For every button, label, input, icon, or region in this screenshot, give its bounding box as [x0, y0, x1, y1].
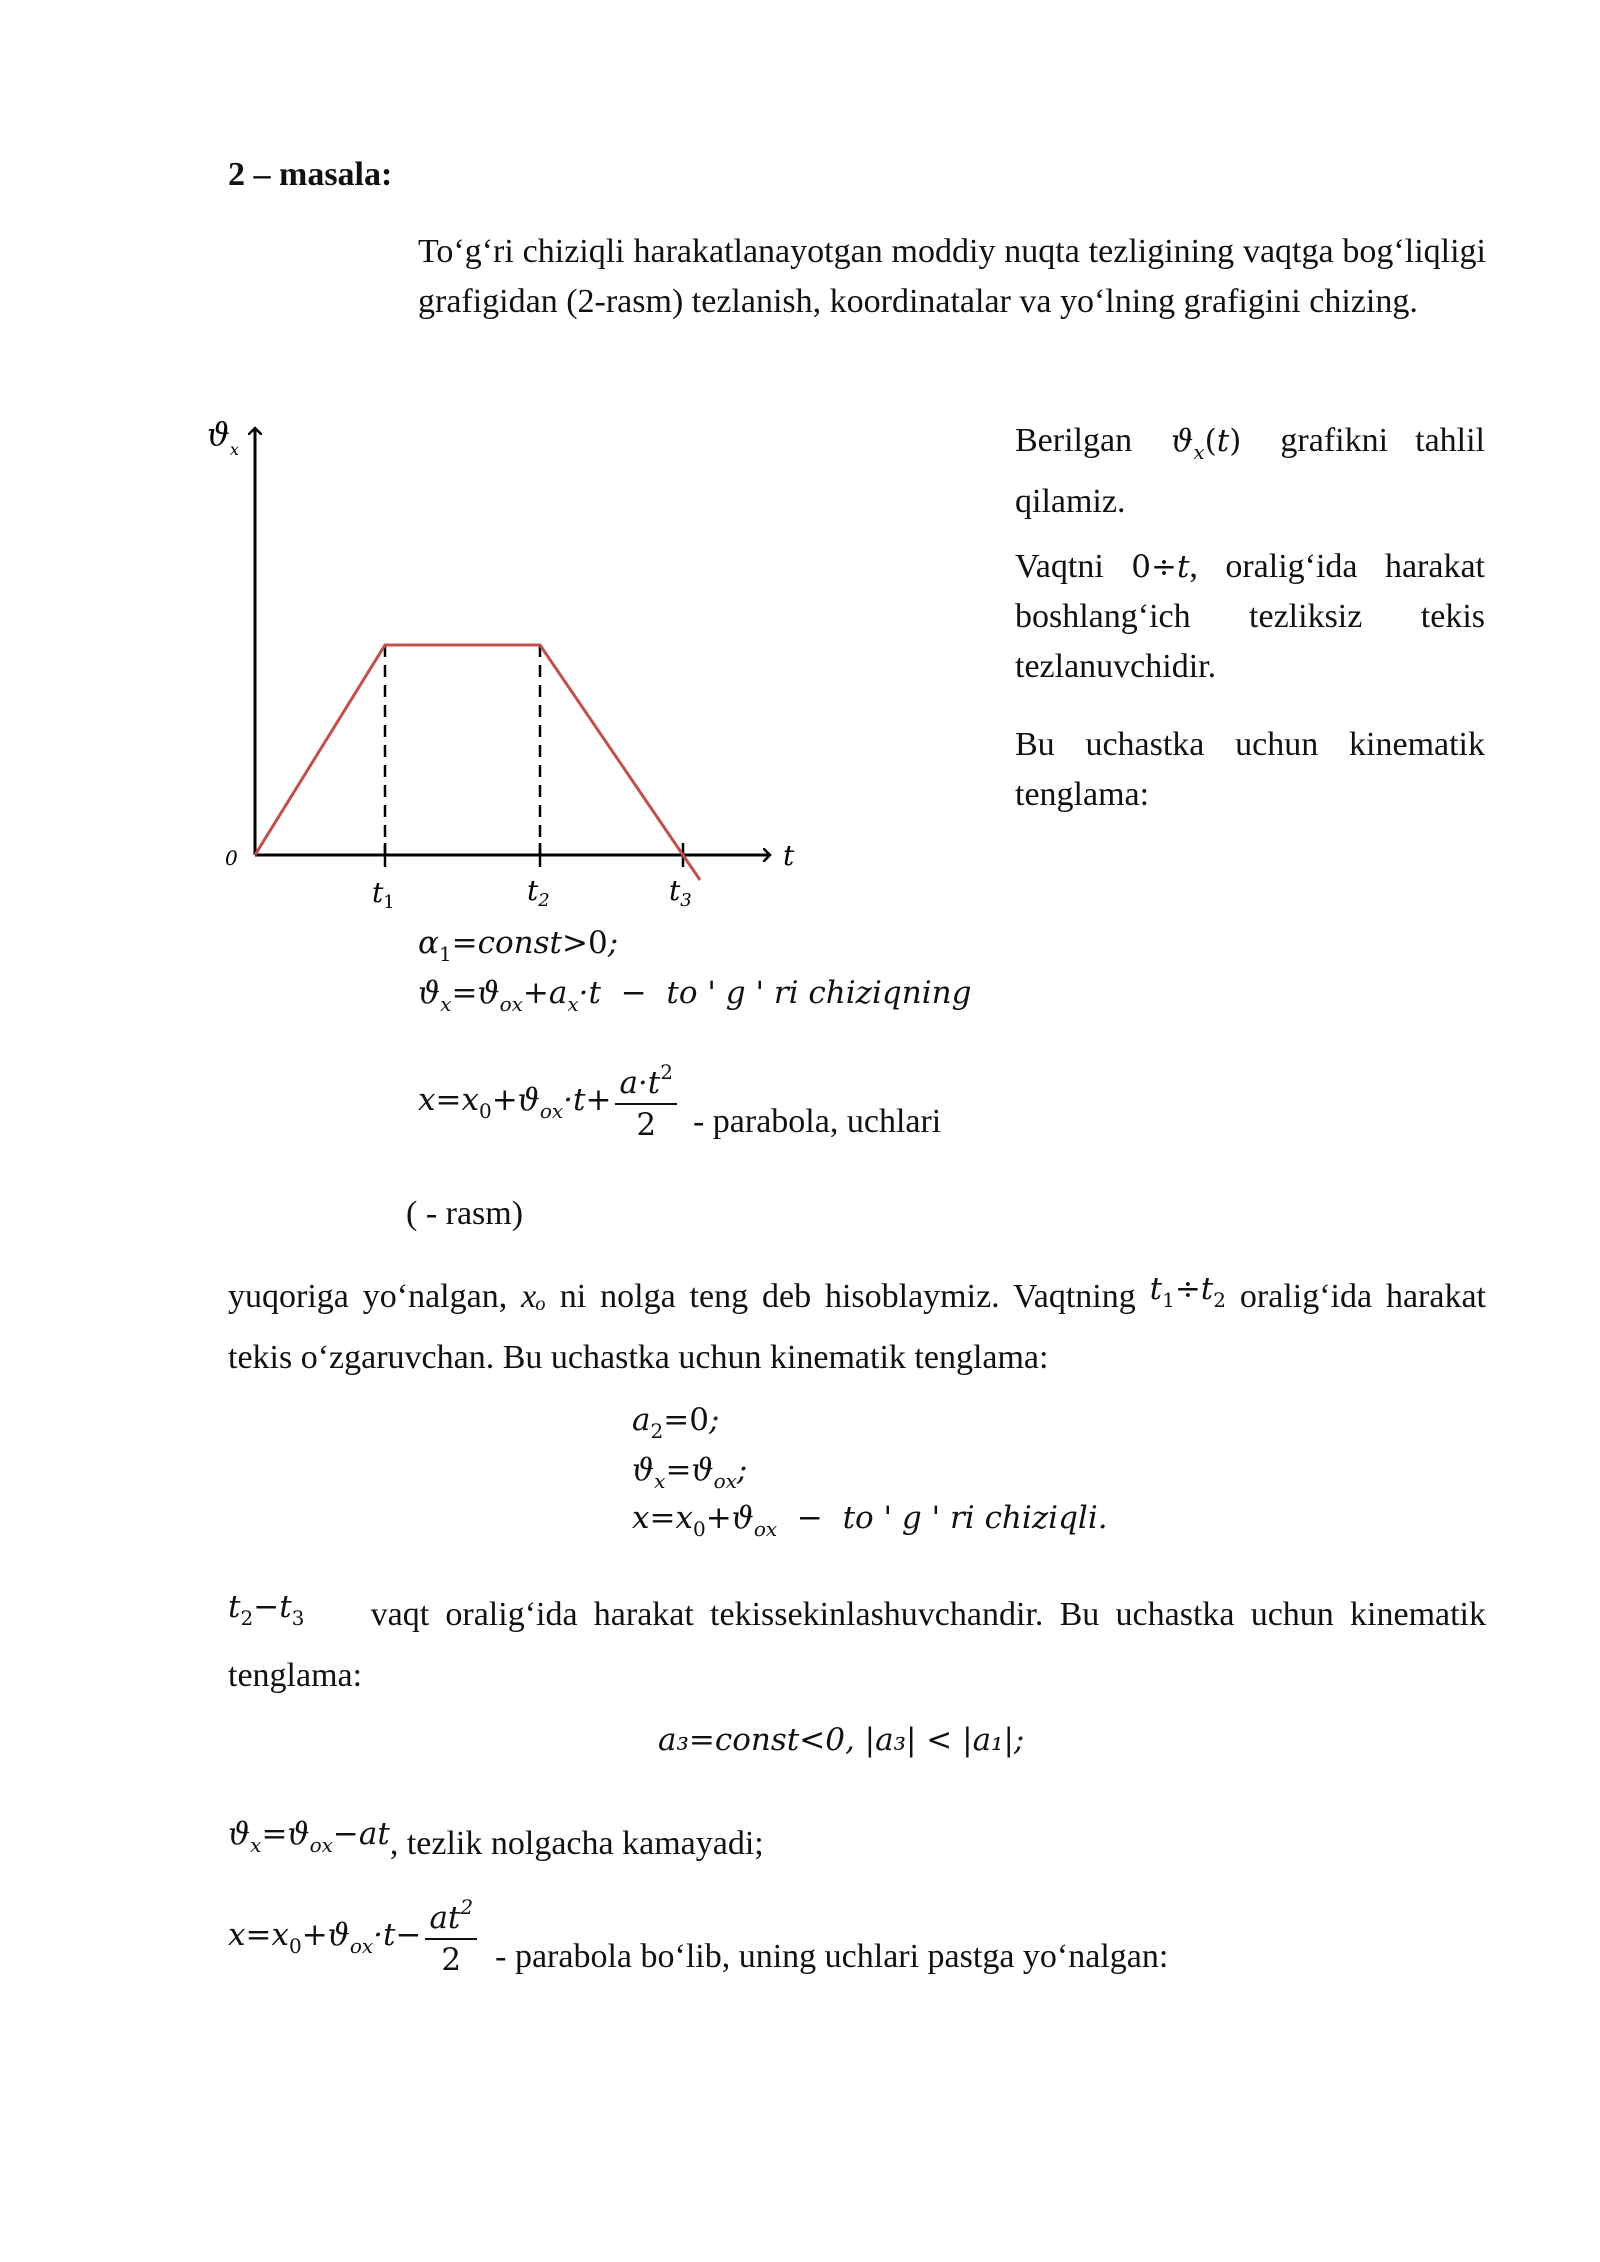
right-paragraph-1: Berilgan $ϑ_x(t)$ grafikni tahlil qilamiz. — [1015, 422, 1485, 520]
right-paragraph-3: Bu uchastka uchun kinematik tenglama: — [1015, 726, 1485, 813]
eq2-line2: $ϑ_x=ϑ_{ox}$; — [632, 1452, 748, 1493]
interval-0-t-formula: 0÷t — [1131, 549, 1190, 585]
eq3-line1: a₃=const<0, |a₃| < |a₁|; — [658, 1722, 1025, 1758]
origin-label: 0 — [225, 846, 238, 870]
rasm-caption: ( - rasm) — [406, 1195, 524, 1232]
eq1-line3: $x=x_0+ϑ_{ox}\cdot t+$ $\frac{a\cdot t^2}{2}$ - parabola, uchlari — [418, 1060, 942, 1143]
y-axis-label: $ϑ_x$ — [207, 415, 239, 459]
eq2-line3: $x=x_0+ϑ_{ox}$ − to ' g ' ri chiziqli. — [632, 1500, 1108, 1541]
velocity-line — [255, 645, 700, 880]
t2-t3-paragraph: $t_2-t_3$ vaqt oralig‘ida harakat tekissekinlashuvchandir. Bu uchastka uchun kinematik tenglama: — [228, 1589, 1486, 1694]
eq1-line2: $ϑ_x=ϑ_{ox}+a_x\cdot t$ − to ' g ' ri chiziqning — [418, 975, 972, 1016]
page-heading: 2 – masala: — [228, 156, 393, 193]
tick-label-t3: $t_3$ — [669, 874, 692, 911]
eq1-line1: $\alpha_1=const>0$; — [418, 925, 619, 966]
right-paragraph-2: Vaqtni 0÷t, oralig‘ida harakat boshlang‘ich tezliksiz tekis tezlanuvchidir. — [1015, 548, 1485, 685]
interval-t1-t2-formula: $t_1\div t_2$ — [1149, 1271, 1226, 1312]
middle-paragraph: yuqoriga yo‘nalgan, xₒ ni nolga teng deb hisoblaymiz. Vaqtning $t_1\div t_2$ oralig‘ida harakat tekis o‘zgaruvchan. Bu uchastka uchun kinematik tenglama: — [228, 1271, 1486, 1376]
eq3-position-line: $x=x_0+ϑ_{ox}\cdot t-$ $\frac{at^2}{2}$ - parabola bo‘lib, uning uchlari pastga yo‘nalgan: — [228, 1895, 1169, 1978]
interval-t2-t3-formula: $t_2-t_3$ — [228, 1589, 305, 1630]
x-axis-label: t — [783, 839, 795, 872]
vx-of-t-formula: $ϑ_x(t)$ — [1171, 423, 1242, 464]
eq2-line1: $a_2=0$; — [632, 1402, 720, 1443]
intro-paragraph: To‘g‘ri chiziqli harakatlanayotgan moddiy nuqta tezligining vaqtga bog‘liqligi grafigidan (2-rasm) tezlanish, koordinatalar va yo‘lning grafigini chizing. — [418, 233, 1486, 320]
tick-label-t1: $t_1$ — [372, 876, 395, 913]
velocity-time-graph — [195, 410, 795, 920]
tick-label-t2: $t_2$ — [527, 874, 550, 911]
eq3-velocity-line: $ϑ_x=ϑ_{ox}-at$, tezlik nolgacha kamayadi; — [228, 1816, 764, 1862]
